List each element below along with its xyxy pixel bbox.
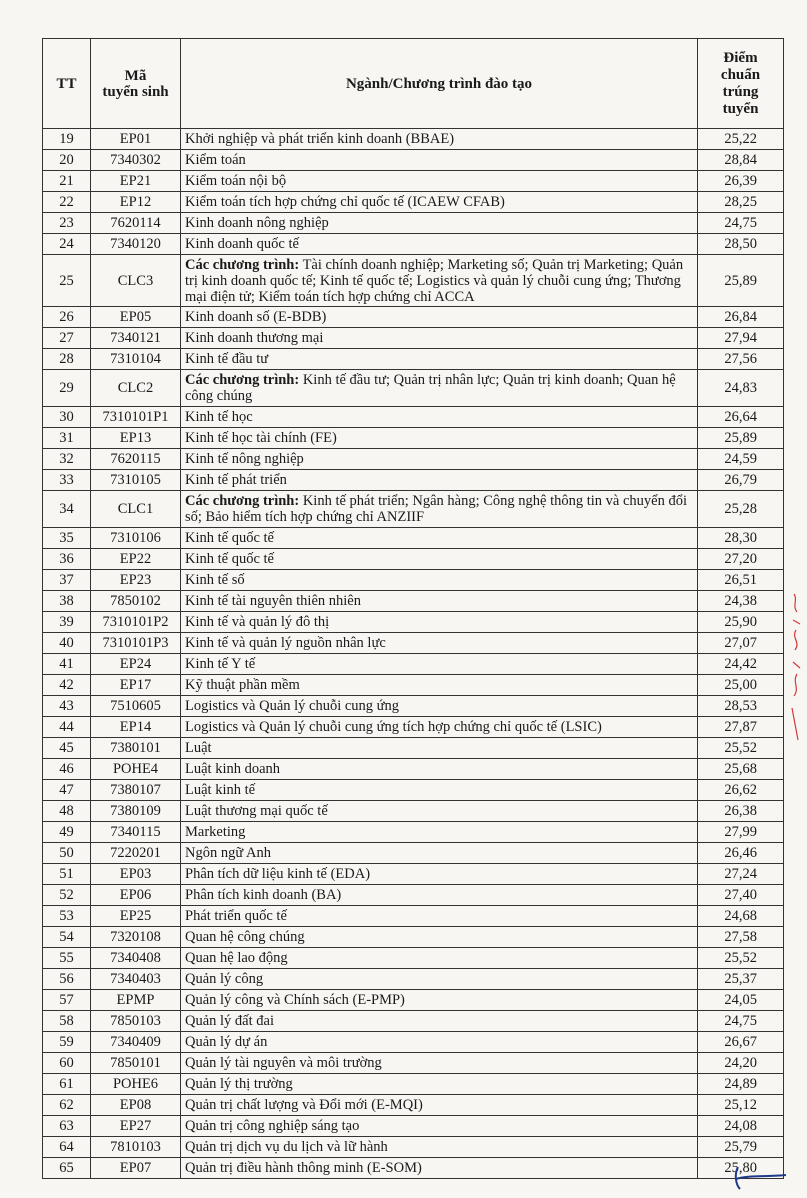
cell-score: 25,22 <box>698 129 784 150</box>
table-row <box>43 1074 784 1095</box>
cell-program: Kinh tế nông nghiệp <box>181 449 698 470</box>
cell-code: CLC1 <box>91 491 181 528</box>
cell-tt: 44 <box>43 717 91 738</box>
cell-code: EP13 <box>91 428 181 449</box>
cell-tt: 65 <box>43 1158 91 1179</box>
cell-tt: 55 <box>43 948 91 969</box>
admission-score-table <box>42 38 784 1179</box>
cell-tt: 46 <box>43 759 91 780</box>
cell-tt: 36 <box>43 549 91 570</box>
table-row <box>43 717 784 738</box>
cell-score: 28,84 <box>698 150 784 171</box>
cell-score: 26,46 <box>698 843 784 864</box>
cell-program: Phân tích kinh doanh (BA) <box>181 885 698 906</box>
cell-score: 24,83 <box>698 370 784 407</box>
program-group-list: Tài chính doanh nghiệp; Marketing số; Quản trị Marketing; Quản trị kinh doanh quốc tế; Kinh tế quốc tế; Logistics và quản lý chuỗi cung ứng; Thương mại điện tử; Kiểm toán tích hợp chứng chỉ ACCA <box>185 256 684 305</box>
cell-code: CLC2 <box>91 370 181 407</box>
table-row <box>43 801 784 822</box>
cell-program: Luật <box>181 738 698 759</box>
cell-code: 7320108 <box>91 927 181 948</box>
cell-score: 28,25 <box>698 192 784 213</box>
cell-tt: 64 <box>43 1137 91 1158</box>
cell-code: 7340409 <box>91 1032 181 1053</box>
cell-score: 27,58 <box>698 927 784 948</box>
cell-program: Quản lý dự án <box>181 1032 698 1053</box>
table-row <box>43 1095 784 1116</box>
cell-program: Luật kinh tế <box>181 780 698 801</box>
header-code: Mã tuyển sinh <box>91 39 181 129</box>
cell-tt: 19 <box>43 129 91 150</box>
cell-score: 28,50 <box>698 234 784 255</box>
table-header-row <box>43 39 784 129</box>
table-row <box>43 591 784 612</box>
cell-tt: 26 <box>43 307 91 328</box>
cell-score: 26,67 <box>698 1032 784 1053</box>
cell-program: Kinh tế Y tế <box>181 654 698 675</box>
cell-tt: 53 <box>43 906 91 927</box>
cell-program: Luật thương mại quốc tế <box>181 801 698 822</box>
table-row <box>43 1053 784 1074</box>
cell-score: 26,62 <box>698 780 784 801</box>
table-row <box>43 449 784 470</box>
header-program: Ngành/Chương trình đào tạo <box>181 39 698 129</box>
cell-program: Quản lý công và Chính sách (E-PMP) <box>181 990 698 1011</box>
table-row <box>43 234 784 255</box>
cell-score: 26,39 <box>698 171 784 192</box>
table-row <box>43 349 784 370</box>
cell-code: 7380109 <box>91 801 181 822</box>
cell-code: EP22 <box>91 549 181 570</box>
cell-program: Quản trị công nghiệp sáng tạo <box>181 1116 698 1137</box>
cell-program: Quản lý đất đai <box>181 1011 698 1032</box>
cell-code: EP01 <box>91 129 181 150</box>
cell-code: 7310101P2 <box>91 612 181 633</box>
cell-program: Kinh tế quốc tế <box>181 528 698 549</box>
cell-score: 27,87 <box>698 717 784 738</box>
handwritten-margin-mark <box>788 590 806 750</box>
cell-code: EP07 <box>91 1158 181 1179</box>
cell-tt: 52 <box>43 885 91 906</box>
program-group-prefix: Các chương trình: <box>185 256 300 273</box>
cell-score: 27,94 <box>698 328 784 349</box>
cell-program: Quản trị điều hành thông minh (E-SOM) <box>181 1158 698 1179</box>
cell-score: 24,75 <box>698 213 784 234</box>
cell-tt: 50 <box>43 843 91 864</box>
cell-tt: 20 <box>43 150 91 171</box>
cell-code: 7310101P3 <box>91 633 181 654</box>
cell-score: 27,20 <box>698 549 784 570</box>
table-row <box>43 1011 784 1032</box>
cell-program <box>181 491 698 528</box>
cell-program: Kinh tế đầu tư <box>181 349 698 370</box>
cell-tt: 30 <box>43 407 91 428</box>
cell-code: 7380107 <box>91 780 181 801</box>
table-row <box>43 428 784 449</box>
table-row <box>43 843 784 864</box>
cell-code: 7510605 <box>91 696 181 717</box>
cell-score: 27,24 <box>698 864 784 885</box>
cell-tt: 34 <box>43 491 91 528</box>
cell-program: Logistics và Quản lý chuỗi cung ứng tích hợp chứng chỉ quốc tế (LSIC) <box>181 717 698 738</box>
table-row <box>43 1116 784 1137</box>
cell-program: Logistics và Quản lý chuỗi cung ứng <box>181 696 698 717</box>
cell-code: 7340121 <box>91 328 181 349</box>
table-row <box>43 612 784 633</box>
table-row <box>43 822 784 843</box>
cell-code: 7340403 <box>91 969 181 990</box>
cell-tt: 28 <box>43 349 91 370</box>
table-row <box>43 255 784 307</box>
table-row <box>43 654 784 675</box>
table-row <box>43 470 784 491</box>
cell-program: Khởi nghiệp và phát triển kinh doanh (BBAE) <box>181 129 698 150</box>
table-row <box>43 307 784 328</box>
cell-score: 26,64 <box>698 407 784 428</box>
table-row <box>43 370 784 407</box>
program-group-prefix: Các chương trình: <box>185 493 300 509</box>
cell-program: Quan hệ lao động <box>181 948 698 969</box>
cell-code: 7340115 <box>91 822 181 843</box>
cell-tt: 42 <box>43 675 91 696</box>
program-group-list: Kinh tế phát triển; Ngân hàng; Công nghệ thông tin và chuyển đổi số; Bảo hiểm tích hợp chứng chỉ ANZIIF <box>185 493 688 525</box>
cell-score: 24,05 <box>698 990 784 1011</box>
table-row <box>43 171 784 192</box>
cell-program: Quản lý thị trường <box>181 1074 698 1095</box>
signature-mark <box>728 1165 788 1191</box>
cell-program: Marketing <box>181 822 698 843</box>
cell-score: 25,52 <box>698 948 784 969</box>
cell-tt: 61 <box>43 1074 91 1095</box>
cell-program: Phát triển quốc tế <box>181 906 698 927</box>
cell-score: 25,90 <box>698 612 784 633</box>
cell-code: 7380101 <box>91 738 181 759</box>
cell-code: 7620115 <box>91 449 181 470</box>
cell-program: Phân tích dữ liệu kinh tế (EDA) <box>181 864 698 885</box>
cell-code: EP23 <box>91 570 181 591</box>
cell-score: 25,80 <box>698 1158 784 1179</box>
cell-code: EP06 <box>91 885 181 906</box>
cell-code: EPMP <box>91 990 181 1011</box>
cell-code: 7340302 <box>91 150 181 171</box>
cell-code: EP21 <box>91 171 181 192</box>
cell-score: 27,07 <box>698 633 784 654</box>
cell-score: 26,79 <box>698 470 784 491</box>
cell-program: Kinh tế tài nguyên thiên nhiên <box>181 591 698 612</box>
cell-score: 24,75 <box>698 1011 784 1032</box>
cell-code: EP24 <box>91 654 181 675</box>
cell-tt: 62 <box>43 1095 91 1116</box>
cell-tt: 35 <box>43 528 91 549</box>
cell-tt: 39 <box>43 612 91 633</box>
table-row <box>43 1032 784 1053</box>
cell-tt: 59 <box>43 1032 91 1053</box>
cell-code: 7310101P1 <box>91 407 181 428</box>
cell-score: 28,53 <box>698 696 784 717</box>
cell-score: 24,38 <box>698 591 784 612</box>
cell-tt: 56 <box>43 969 91 990</box>
cell-score: 25,37 <box>698 969 784 990</box>
cell-program: Kinh tế số <box>181 570 698 591</box>
cell-program: Kiểm toán tích hợp chứng chỉ quốc tế (ICAEW CFAB) <box>181 192 698 213</box>
cell-program: Kiểm toán nội bộ <box>181 171 698 192</box>
cell-code: 7340408 <box>91 948 181 969</box>
table-row <box>43 780 784 801</box>
cell-code: POHE4 <box>91 759 181 780</box>
cell-program: Kỹ thuật phần mềm <box>181 675 698 696</box>
cell-tt: 43 <box>43 696 91 717</box>
table-row <box>43 328 784 349</box>
cell-tt: 21 <box>43 171 91 192</box>
table-row <box>43 906 784 927</box>
table-row <box>43 885 784 906</box>
cell-program: Kinh doanh số (E-BDB) <box>181 307 698 328</box>
cell-tt: 49 <box>43 822 91 843</box>
program-group-list: Kinh tế đầu tư; Quản trị nhân lực; Quản trị kinh doanh; Quan hệ công chúng <box>185 372 676 404</box>
cell-score: 28,30 <box>698 528 784 549</box>
table-row <box>43 528 784 549</box>
cell-code: 7310106 <box>91 528 181 549</box>
cell-score: 26,84 <box>698 307 784 328</box>
table-row <box>43 969 784 990</box>
table-row <box>43 864 784 885</box>
cell-tt: 25 <box>43 255 91 307</box>
table-row <box>43 927 784 948</box>
cell-score: 25,12 <box>698 1095 784 1116</box>
table-row <box>43 491 784 528</box>
cell-score: 25,00 <box>698 675 784 696</box>
table-body <box>43 129 784 1179</box>
cell-code: 7310104 <box>91 349 181 370</box>
table-row <box>43 213 784 234</box>
table-row <box>43 129 784 150</box>
table-row <box>43 1158 784 1179</box>
cell-program: Quản lý tài nguyên và môi trường <box>181 1053 698 1074</box>
cell-tt: 32 <box>43 449 91 470</box>
cell-code: POHE6 <box>91 1074 181 1095</box>
cell-program: Kinh doanh quốc tế <box>181 234 698 255</box>
table-row <box>43 738 784 759</box>
cell-score: 24,89 <box>698 1074 784 1095</box>
cell-score: 25,68 <box>698 759 784 780</box>
cell-program: Kinh tế học tài chính (FE) <box>181 428 698 449</box>
table-row <box>43 696 784 717</box>
cell-code: EP27 <box>91 1116 181 1137</box>
cell-score: 25,89 <box>698 428 784 449</box>
cell-score: 27,99 <box>698 822 784 843</box>
cell-tt: 24 <box>43 234 91 255</box>
cell-code: EP25 <box>91 906 181 927</box>
program-group-prefix: Các chương trình: <box>185 372 300 388</box>
table-row <box>43 407 784 428</box>
cell-score: 25,89 <box>698 255 784 307</box>
table-row <box>43 549 784 570</box>
cell-code: 7850103 <box>91 1011 181 1032</box>
header-score: Điểm chuẩn trúng tuyển <box>698 39 784 129</box>
cell-score: 24,68 <box>698 906 784 927</box>
cell-score: 24,59 <box>698 449 784 470</box>
cell-program: Kinh tế phát triển <box>181 470 698 491</box>
cell-code: EP08 <box>91 1095 181 1116</box>
cell-code: 7340120 <box>91 234 181 255</box>
table-row <box>43 570 784 591</box>
cell-tt: 41 <box>43 654 91 675</box>
cell-score: 24,20 <box>698 1053 784 1074</box>
cell-code: 7220201 <box>91 843 181 864</box>
table-row <box>43 1137 784 1158</box>
cell-tt: 47 <box>43 780 91 801</box>
cell-program <box>181 370 698 407</box>
cell-code: EP03 <box>91 864 181 885</box>
table-row <box>43 990 784 1011</box>
cell-code: EP05 <box>91 307 181 328</box>
cell-tt: 54 <box>43 927 91 948</box>
cell-program: Kinh tế và quản lý đô thị <box>181 612 698 633</box>
cell-program: Kinh tế quốc tế <box>181 549 698 570</box>
table-row <box>43 675 784 696</box>
cell-code: EP12 <box>91 192 181 213</box>
cell-program: Kinh tế và quản lý nguồn nhân lực <box>181 633 698 654</box>
cell-code: EP17 <box>91 675 181 696</box>
cell-code: 7850101 <box>91 1053 181 1074</box>
cell-tt: 22 <box>43 192 91 213</box>
cell-code: 7620114 <box>91 213 181 234</box>
cell-program: Kinh tế học <box>181 407 698 428</box>
cell-code: 7310105 <box>91 470 181 491</box>
cell-tt: 57 <box>43 990 91 1011</box>
cell-tt: 37 <box>43 570 91 591</box>
cell-program: Ngôn ngữ Anh <box>181 843 698 864</box>
cell-score: 25,52 <box>698 738 784 759</box>
cell-program: Quản trị dịch vụ du lịch và lữ hành <box>181 1137 698 1158</box>
cell-code: 7850102 <box>91 591 181 612</box>
cell-tt: 45 <box>43 738 91 759</box>
cell-program: Kiểm toán <box>181 150 698 171</box>
cell-tt: 31 <box>43 428 91 449</box>
cell-tt: 40 <box>43 633 91 654</box>
cell-score: 24,42 <box>698 654 784 675</box>
table-row <box>43 150 784 171</box>
cell-code: EP14 <box>91 717 181 738</box>
cell-program: Kinh doanh nông nghiệp <box>181 213 698 234</box>
cell-score: 27,56 <box>698 349 784 370</box>
cell-program: Quản lý công <box>181 969 698 990</box>
cell-program: Luật kinh doanh <box>181 759 698 780</box>
cell-tt: 51 <box>43 864 91 885</box>
cell-program: Quản trị chất lượng và Đổi mới (E-MQI) <box>181 1095 698 1116</box>
cell-tt: 29 <box>43 370 91 407</box>
cell-score: 26,51 <box>698 570 784 591</box>
cell-tt: 48 <box>43 801 91 822</box>
cell-score: 25,79 <box>698 1137 784 1158</box>
cell-code: CLC3 <box>91 255 181 307</box>
cell-code: 7810103 <box>91 1137 181 1158</box>
cell-program: Quan hệ công chúng <box>181 927 698 948</box>
cell-score: 27,40 <box>698 885 784 906</box>
cell-program <box>181 255 698 307</box>
table-row <box>43 192 784 213</box>
cell-tt: 27 <box>43 328 91 349</box>
table-row <box>43 633 784 654</box>
header-tt: TT <box>43 39 91 129</box>
cell-tt: 60 <box>43 1053 91 1074</box>
cell-program: Kinh doanh thương mại <box>181 328 698 349</box>
cell-score: 25,28 <box>698 491 784 528</box>
cell-score: 24,08 <box>698 1116 784 1137</box>
table-row <box>43 759 784 780</box>
table-row <box>43 948 784 969</box>
cell-tt: 38 <box>43 591 91 612</box>
cell-score: 26,38 <box>698 801 784 822</box>
cell-tt: 23 <box>43 213 91 234</box>
cell-tt: 63 <box>43 1116 91 1137</box>
cell-tt: 58 <box>43 1011 91 1032</box>
cell-tt: 33 <box>43 470 91 491</box>
